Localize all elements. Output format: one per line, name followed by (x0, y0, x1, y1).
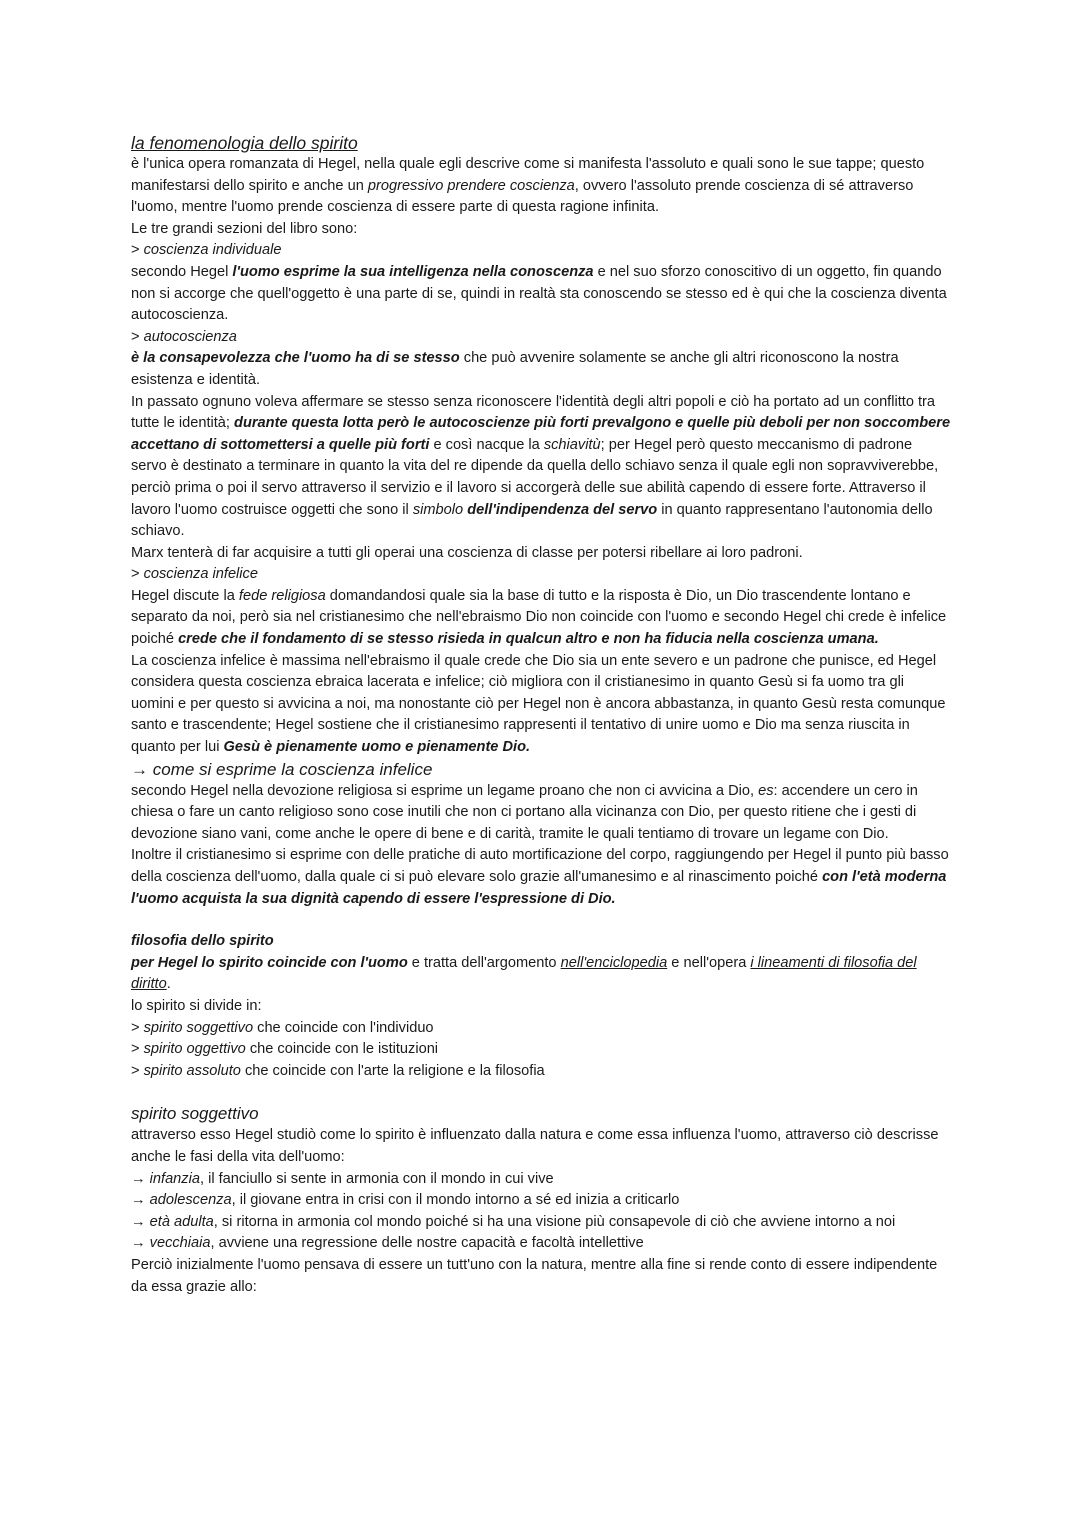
section-title-fenomenologia: la fenomenologia dello spirito (131, 133, 358, 153)
section-title-filosofia-dello-spirito: filosofia dello spirito (131, 933, 274, 950)
section-title-spirito-soggettivo: spirito soggettivo (131, 1104, 259, 1124)
paragraph: secondo Hegel nella devozione religiosa si esprime un legame proano che non ci avvicina a Dio, es: accendere un cero in chiesa o fare un canto religioso sono cose inutili che non ci portano alla vicinanza con Dio, per questo ritiene che i gesti di devozione siano vani, come anche le opere di bene e di carità, tramite le quali tentiamo di trovare un legame con Dio. (131, 782, 918, 842)
list-item: → vecchiaia, avviene una regressione delle nostre capacità e facoltà intellettive (131, 1235, 644, 1252)
list-item: > spirito soggettivo che coincide con l'individuo (131, 1019, 434, 1036)
subheading-coscienza-individuale: > coscienza individuale (131, 242, 282, 259)
list-item: → infanzia, il fanciullo si sente in armonia con il mondo in cui vive (131, 1170, 554, 1187)
paragraph: In passato ognuno voleva affermare se stesso senza riconoscere l'identità degli altri popoli e ciò ha portato ad un conflitto tra tutte le identità; durante questa lotta però le autocoscienze più forti prevalgono e quelle più deboli per non soccombere accettano di sottomettersi a quelle più forti e così nacque la schiavitù; per Hegel però questo meccanismo di padrone servo è destinato a terminare in quanto la vita del re dipende da quella dello schiavo senza il quale egli non sopravviverebbe, perciò prima o poi il servo attraverso il servizio e il lavoro si accorgerà delle sue abilità capendo di essere forte. Attraverso il lavoro l'uomo costruisce oggetti che sono il simbolo dell'indipendenza del servo in quanto rappresentano l'autonomia dello schiavo. (131, 393, 951, 540)
paragraph: Le tre grandi sezioni del libro sono: (131, 220, 358, 237)
list-item: → età adulta, si ritorna in armonia col mondo poiché si ha una visione più consapevole di ciò che avviene intorno a noi (131, 1213, 896, 1230)
paragraph: per Hegel lo spirito coincide con l'uomo e tratta dell'argomento nell'enciclopedia e nell'opera i lineamenti di filosofia del diritto. (131, 954, 917, 993)
paragraph: Inoltre il cristianesimo si esprime con delle pratiche di auto mortificazione del corpo, raggiungendo per Hegel il punto più basso della coscienza dell'uomo, dalla quale ci si può elevare solo grazie all'umanesimo e al rinascimento poiché con l'età moderna l'uomo acquista la sua dignità capendo di essere l'espressione di Dio. (131, 847, 949, 907)
paragraph: è l'unica opera romanzata di Hegel, nella quale egli descrive come si manifesta l'assoluto e quali sono le sue tappe; questo manifestarsi dello spirito e anche un progressivo prendere coscienza, ovvero l'assoluto prende coscienza di sé attraverso l'uomo, mentre l'uomo prende coscienza di essere parte di questa ragione infinita. (131, 156, 925, 216)
spacer (131, 910, 951, 931)
list-item: > spirito oggettivo che coincide con le istituzioni (131, 1041, 439, 1058)
document-page (131, 132, 951, 1298)
paragraph: Perciò inizialmente l'uomo pensava di essere un tutt'uno con la natura, mentre alla fine si rende conto di essere indipendente da essa grazie allo: (131, 1256, 938, 1295)
subheading-autocoscienza: > autocoscienza (131, 328, 237, 345)
paragraph: Hegel discute la fede religiosa domandandosi quale sia la base di tutto e la risposta è Dio, un Dio trascendente lontano e separato da noi, però sia nel cristianesimo che nell'ebraismo Dio non coincide con l'uomo e secondo Hegel chi crede è infelice poiché crede che il fondamento di se stesso risieda in qualcun altro e non ha fiducia nella coscienza umana. (131, 587, 947, 648)
paragraph: lo spirito si divide in: (131, 997, 262, 1014)
paragraph: secondo Hegel l'uomo esprime la sua intelligenza nella conoscenza e nel suo sforzo conoscitivo di un oggetto, fin quando non si accorge che quell'oggetto è una parte di se, quindi in realtà sta conoscendo se stesso ed è qui che la coscienza diventa autocoscienza. (131, 263, 947, 324)
list-item: > spirito assoluto che coincide con l'arte la religione e la filosofia (131, 1062, 545, 1079)
paragraph: attraverso esso Hegel studiò come lo spirito è influenzato dalla natura e come essa influenza l'uomo, attraverso ciò descrisse anche le fasi della vita dell'uomo: (131, 1127, 939, 1165)
subheading-come-si-esprime: → come si esprime la coscienza infelice (131, 759, 433, 779)
paragraph: è la consapevolezza che l'uomo ha di se stesso che può avvenire solamente se anche gli altri riconoscono la nostra esistenza e identità. (131, 350, 899, 388)
spacer (131, 1082, 951, 1103)
paragraph: Marx tenterà di far acquisire a tutti gli operai una coscienza di classe per potersi ribellare ai loro padroni. (131, 544, 803, 561)
subheading-coscienza-infelice: > coscienza infelice (131, 566, 258, 583)
paragraph: La coscienza infelice è massima nell'ebraismo il quale crede che Dio sia un ente severo e un padrone che punisce, ed Hegel considera questa coscienza ebraica lacerata e infelice; ciò migliora con il cristianesimo in quanto Gesù si fa uomo tra gli uomini e per questo si avvicina a noi, ma nonostante ciò per Hegel non è ancora abbastanza, in quanto Gesù resta comunque santo e trascendente; Hegel sostiene che il cristianesimo rappresenti il tentativo di unire uomo e Dio ma senza riuscita in quanto per lui Gesù è pienamente uomo e pienamente Dio. (131, 652, 946, 756)
list-item: → adolescenza, il giovane entra in crisi con il mondo intorno a sé ed inizia a criticarlo (131, 1192, 680, 1209)
